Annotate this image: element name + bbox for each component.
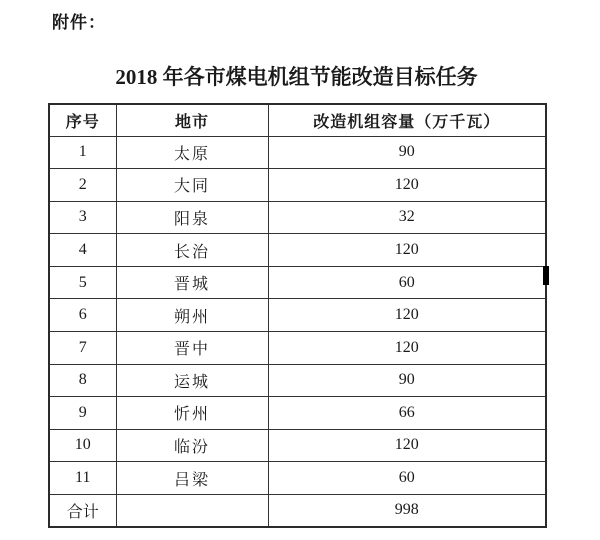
cell-no: 4: [49, 234, 116, 267]
capacity-table: [48, 103, 547, 528]
cell-city: 阳泉: [116, 201, 268, 234]
total-label-cell: 合计: [49, 494, 116, 527]
attachment-label: 附件：: [52, 13, 106, 32]
cell-capacity: 120: [268, 169, 546, 202]
cell-capacity: 90: [268, 136, 546, 169]
cell-capacity: 120: [268, 299, 546, 332]
cell-capacity: 60: [268, 266, 546, 299]
table-row: [49, 364, 546, 397]
table-row: [49, 234, 546, 267]
cell-capacity: 32: [268, 201, 546, 234]
table-row: [49, 201, 546, 234]
total-capacity-cell: 998: [268, 494, 546, 527]
header-row: [49, 104, 546, 136]
cell-no: 10: [49, 429, 116, 462]
cell-city: 运城: [116, 364, 268, 397]
cell-no: 8: [49, 364, 116, 397]
cell-no: 3: [49, 201, 116, 234]
table-row: [49, 266, 546, 299]
table-row: [49, 299, 546, 332]
table-row: [49, 429, 546, 462]
header-cell-no: 序号: [49, 104, 116, 136]
cell-city: 临汾: [116, 429, 268, 462]
cell-capacity: 90: [268, 364, 546, 397]
cell-city: 太原: [116, 136, 268, 169]
header-cell-city: 地市: [116, 104, 268, 136]
document-title: 2018 年各市煤电机组节能改造目标任务: [115, 65, 478, 89]
cell-capacity: 120: [268, 331, 546, 364]
cell-city: 长治: [116, 234, 268, 267]
cell-no: 2: [49, 169, 116, 202]
cell-city: 吕梁: [116, 462, 268, 495]
cell-capacity: 120: [268, 429, 546, 462]
table-row: [49, 462, 546, 495]
cell-city: 晋城: [116, 266, 268, 299]
cell-city: 忻州: [116, 397, 268, 430]
cell-no: 7: [49, 331, 116, 364]
cell-city: 晋中: [116, 331, 268, 364]
total-row: [49, 494, 546, 527]
scan-artifact-mark: [543, 266, 549, 285]
cell-city: 大同: [116, 169, 268, 202]
cell-no: 11: [49, 462, 116, 495]
cell-no: 6: [49, 299, 116, 332]
cell-city: 朔州: [116, 299, 268, 332]
cell-capacity: 60: [268, 462, 546, 495]
cell-capacity: 120: [268, 234, 546, 267]
cell-no: 5: [49, 266, 116, 299]
header-cell-capacity: 改造机组容量（万千瓦）: [268, 104, 546, 136]
cell-capacity: 66: [268, 397, 546, 430]
table-row: [49, 169, 546, 202]
table-row: [49, 331, 546, 364]
total-city-cell: [116, 494, 268, 527]
cell-no: 9: [49, 397, 116, 430]
table-row: [49, 397, 546, 430]
table-row: [49, 136, 546, 169]
cell-no: 1: [49, 136, 116, 169]
